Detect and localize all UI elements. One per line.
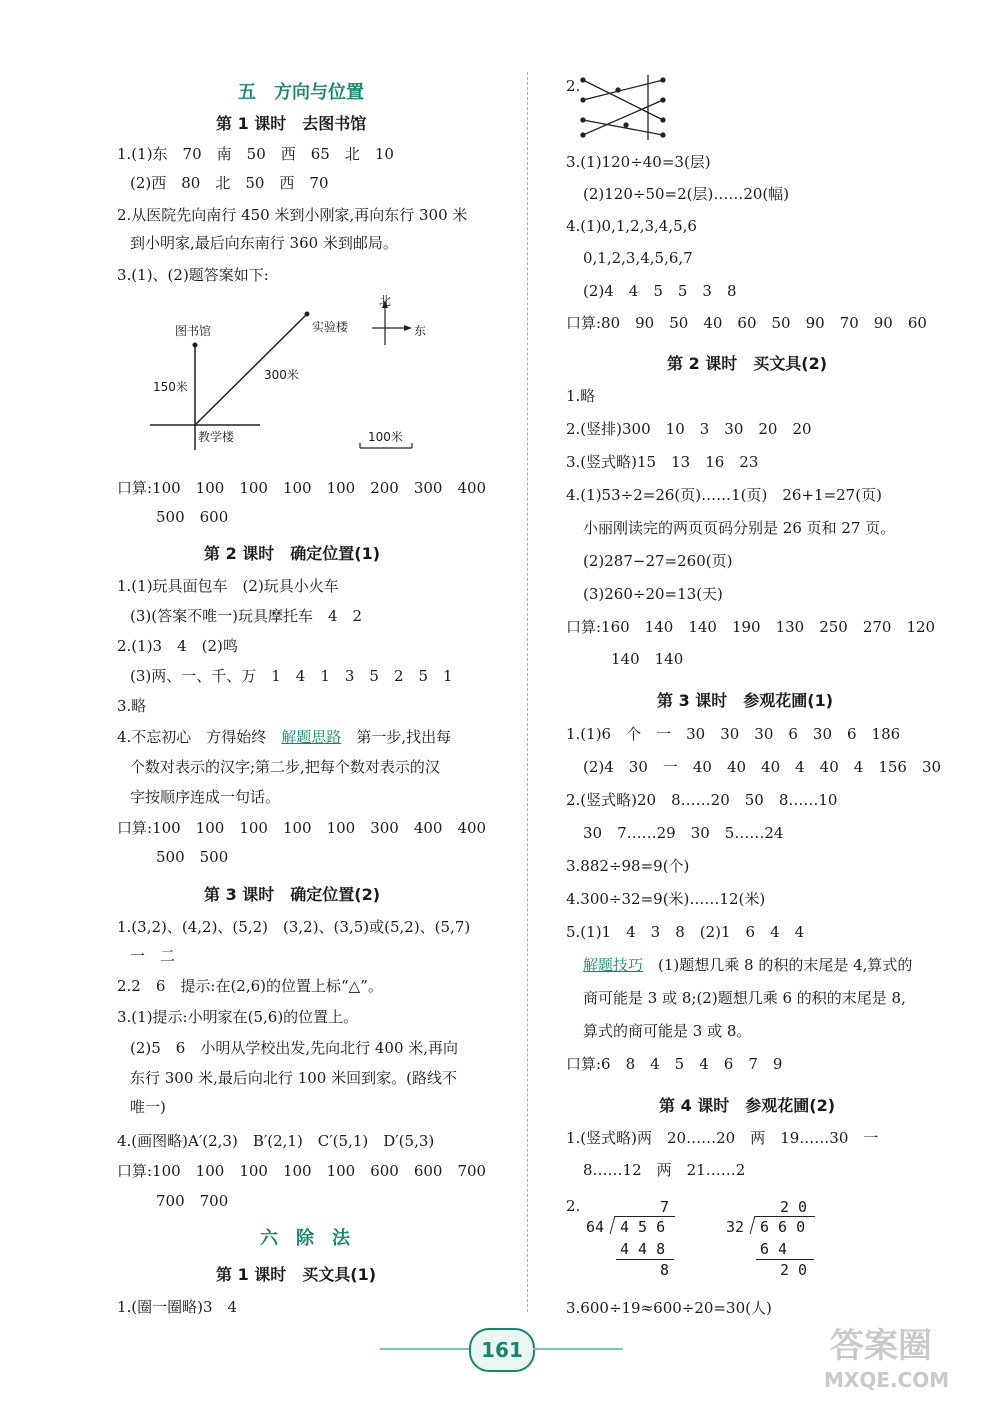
answer-line: 1.略 xyxy=(566,387,596,405)
answer-line: 30 7……29 30 5……24 xyxy=(583,824,784,842)
answer-line: 3.(竖式略)15 13 16 23 xyxy=(566,453,759,471)
answer-line: 个数对表示的汉字;第二步,把每个数对表示的汉 xyxy=(130,758,440,776)
answer-line: 2.(1)3 4 (2)鸣 xyxy=(117,637,238,655)
answer-line: 1.(1)玩具面包车 (2)玩具小火车 xyxy=(117,577,339,595)
division-bar xyxy=(755,1216,815,1217)
answer-line: (2)120÷50=2(层)……20(幅) xyxy=(583,185,790,203)
section-title-5: 五 方向与位置 xyxy=(238,82,364,103)
mental-math: 口算:100 100 100 100 100 200 300 400 xyxy=(117,479,487,497)
answer-line: 1.(3,2)、(4,2)、(5,2) (3,2)、(3,5)或(5,2)、(5,7) xyxy=(117,918,471,936)
answer-line: 到小明家,最后向东南行 360 米到邮局。 xyxy=(130,234,398,252)
answer-line: 3.(1)120÷40=3(层) xyxy=(566,153,711,171)
answer-line: 3.(1)提示:小明家在(5,6)的位置上。 xyxy=(117,1008,359,1026)
mental-math: 口算:100 100 100 100 100 300 400 400 xyxy=(117,819,487,837)
remainder: 2 0 xyxy=(780,1261,808,1279)
label-library: 图书馆 xyxy=(175,324,212,338)
answer-line: 3.882÷98=9(个) xyxy=(566,857,690,875)
answer-line: (2)4 30 一 40 40 40 4 40 4 156 30 xyxy=(583,758,942,776)
lesson-title: 第 1 课时 去图书馆 xyxy=(216,114,367,133)
label-lab: 实验楼 xyxy=(312,320,349,334)
page-rule-left xyxy=(380,1348,469,1350)
answer-line: (2)287−27=260(页) xyxy=(583,552,733,570)
answer-line: 算式的商可能是 3 或 8。 xyxy=(583,1022,752,1040)
answer-line: (2)西 80 北 50 西 70 xyxy=(130,174,329,192)
answer-line: 2.从医院先向南行 450 米到小刚家,再向东行 300 米 xyxy=(117,206,468,224)
answer-line: 1.(1)东 70 南 50 西 65 北 10 xyxy=(117,145,394,163)
page-rule-right xyxy=(533,1348,623,1350)
mental-math: 700 700 xyxy=(156,1192,229,1210)
answer-line: 东行 300 米,最后向北行 100 米回到家。(路线不 xyxy=(130,1069,457,1087)
answer-line: (3)两、一、千、万 1 4 1 3 5 2 5 1 xyxy=(130,667,453,685)
division-bar xyxy=(615,1216,675,1217)
lesson-title: 第 1 课时 买文具(1) xyxy=(216,1265,377,1284)
answer-line: 3.略 xyxy=(117,697,147,715)
label-north: 北 xyxy=(379,294,392,308)
label-east: 东 xyxy=(414,324,427,338)
product: 6 4 xyxy=(760,1240,788,1258)
dividend: 6 6 0 xyxy=(760,1218,806,1236)
answer-line: 一 二 xyxy=(130,947,176,965)
answer-line: (2)5 6 小明从学校出发,先向北行 400 米,再向 xyxy=(130,1039,459,1057)
answer-line: 2. xyxy=(566,1197,581,1215)
mental-math: 500 600 xyxy=(156,508,229,526)
answer-line: 1.(1)6 个 一 30 30 30 6 30 6 186 xyxy=(566,725,901,743)
mental-math: 500 500 xyxy=(156,848,229,866)
label-teaching-building: 教学楼 xyxy=(198,430,235,444)
mental-math: 口算:80 90 50 40 60 50 90 70 90 60 xyxy=(566,314,927,332)
remainder: 8 xyxy=(660,1261,670,1279)
answer-line: 2.(竖式略)20 8……20 50 8……10 xyxy=(566,791,838,809)
quotient: 2 0 xyxy=(780,1198,808,1216)
lesson-title: 第 2 课时 确定位置(1) xyxy=(204,544,381,563)
answer-line: 2. xyxy=(566,77,581,95)
watermark-logo: 答案圈 xyxy=(830,1326,932,1366)
answer-line: 1.(圈一圈略)3 4 xyxy=(117,1298,238,1316)
answer-text: 第一步,找出每 xyxy=(341,728,452,746)
quotient: 7 xyxy=(660,1198,670,1216)
mental-math: 口算:6 8 4 5 4 6 7 9 xyxy=(566,1055,783,1073)
answer-line: 2.2 6 提示:在(2,6)的位置上标“△”。 xyxy=(117,977,383,995)
answer-line: 1.(竖式略)两 20……20 两 19……30 一 xyxy=(566,1129,879,1147)
long-division-1 xyxy=(580,1196,690,1286)
answer-text: (1)题想几乘 8 的积的末尾是 4,算式的 xyxy=(643,956,913,974)
answer-line: (3)(答案不唯一)玩具摩托车 4 2 xyxy=(130,607,363,625)
column-divider xyxy=(527,72,528,1312)
section-title-6: 六 除 法 xyxy=(260,1228,350,1249)
label-150m: 150米 xyxy=(153,380,188,394)
dividend: 4 5 6 xyxy=(620,1218,666,1236)
answer-line: 3.600÷19≈600÷20=30(人) xyxy=(566,1299,772,1317)
page-number: 161 xyxy=(469,1328,535,1372)
answer-line: 5.(1)1 4 3 8 (2)1 6 4 4 xyxy=(566,923,805,941)
division-bracket xyxy=(610,1216,616,1234)
label-300m: 300米 xyxy=(264,368,299,382)
mental-math: 口算:100 100 100 100 100 600 600 700 xyxy=(117,1162,487,1180)
tip-label: 解题技巧 xyxy=(583,956,644,974)
product: 4 4 8 xyxy=(620,1240,666,1258)
answer-line xyxy=(117,727,451,747)
mental-math: 口算:160 140 140 190 130 250 270 120 xyxy=(566,618,936,636)
answer-line: 3.(1)、(2)题答案如下: xyxy=(117,266,269,284)
answer-line: 唯一) xyxy=(130,1098,166,1116)
answer-line: 商可能是 3 或 8;(2)题想几乘 6 的积的末尾是 8, xyxy=(583,989,906,1007)
answer-line: 4.300÷32=9(米)……12(米) xyxy=(566,890,766,908)
answer-line xyxy=(583,955,912,975)
answer-line: 0,1,2,3,4,5,6,7 xyxy=(583,249,693,267)
answer-line: (3)260÷20=13(天) xyxy=(583,585,723,603)
mental-math: 140 140 xyxy=(611,650,684,668)
divisor: 64 xyxy=(586,1218,605,1236)
lesson-title: 第 2 课时 买文具(2) xyxy=(667,354,828,373)
divisor: 32 xyxy=(726,1218,745,1236)
long-division-2 xyxy=(720,1196,830,1286)
answer-line: 字按顺序连成一句话。 xyxy=(130,788,281,806)
answer-line: (2)4 4 5 5 3 8 xyxy=(583,282,737,300)
subtraction-line xyxy=(616,1259,674,1260)
watermark-url: MXQE.COM xyxy=(824,1368,950,1392)
answer-text: 4.不忘初心 方得始终 xyxy=(117,728,282,746)
lesson-title: 第 4 课时 参观花圃(2) xyxy=(659,1096,836,1115)
lesson-title: 第 3 课时 确定位置(2) xyxy=(204,885,381,904)
answer-line: 8……12 两 21……2 xyxy=(583,1161,746,1179)
division-bracket xyxy=(750,1216,756,1234)
subtraction-line xyxy=(756,1259,814,1260)
answer-line: 小丽刚读完的两页页码分别是 26 页和 27 页。 xyxy=(583,519,896,537)
answer-line: 4.(1)53÷2=26(页)……1(页) 26+1=27(页) xyxy=(566,486,882,504)
tip-label: 解题思路 xyxy=(281,728,342,746)
lesson-title: 第 3 课时 参观花圃(1) xyxy=(657,691,834,710)
answer-line: 4.(画图略)A′(2,3) B′(2,1) C′(5,1) D′(5,3) xyxy=(117,1132,435,1150)
matching-lines-diagram xyxy=(578,70,668,145)
label-scale: 100米 xyxy=(368,430,403,444)
answer-line: 2.(竖排)300 10 3 30 20 20 xyxy=(566,420,812,438)
answer-line: 4.(1)0,1,2,3,4,5,6 xyxy=(566,217,697,235)
